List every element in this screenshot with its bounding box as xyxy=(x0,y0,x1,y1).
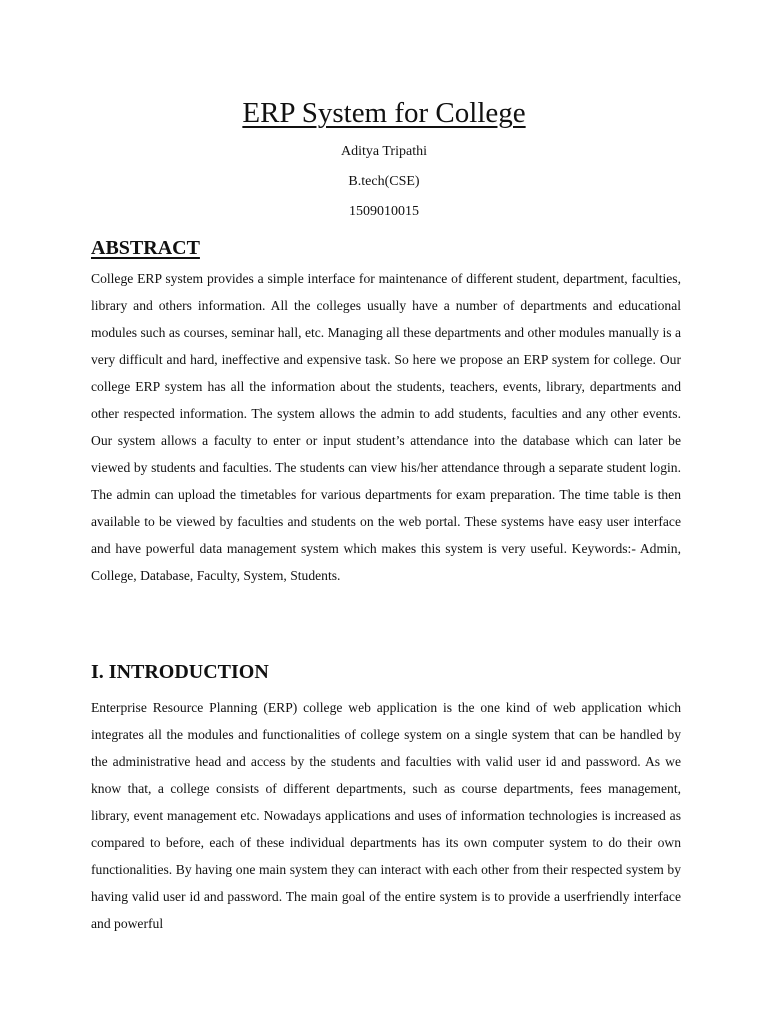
document-title: ERP System for College xyxy=(242,97,526,129)
abstract-heading: ABSTRACT xyxy=(91,237,200,259)
introduction-heading: I. INTRODUCTION xyxy=(91,661,269,683)
author-name: Aditya Tripathi xyxy=(341,144,427,159)
author-roll-number: 1509010015 xyxy=(349,204,419,219)
author-degree: B.tech(CSE) xyxy=(348,174,420,189)
abstract-paragraph: College ERP system provides a simple interface for maintenance of different student, department, faculties, library and others information. All the colleges usually have a number of departments and educational modules such as courses, seminar hall, etc. Managing all these departments and other modules manually is a very difficult and hard, ineffective and expensive task. So here we propose an ERP system for college. Our college ERP system has all the information about the students, teachers, events, library, departments and other respected information. The system allows the admin to add students, faculties and any other events. Our system allows a faculty to enter or input student’s attendance into the database which can later be viewed by students and faculties. The students can view his/her attendance through a separate student login. The admin can upload the timetables for various departments for exam preparation. The time table is then available to be viewed by faculties and students on the web portal. These systems have easy user interface and have powerful data management system which makes this system is very useful. Keywords:- Admin, College, Database, Faculty, System, Students. xyxy=(91,271,681,583)
introduction-paragraph: Enterprise Resource Planning (ERP) college web application is the one kind of web application which integrates all the modules and functionalities of college system on a single system that can be handled by the administrative head and access by the students and faculties with valid user id and password. As we know that, a college consists of different departments, such as course departments, fees management, library, event management etc. Nowadays applications and uses of information technologies is increased as compared to before, each of these individual departments has its own computer system to do their own functionalities. By having one main system they can interact with each other from their respected system by having valid user id and password. The main goal of the entire system is to provide a userfriendly interface and powerful xyxy=(91,700,681,931)
